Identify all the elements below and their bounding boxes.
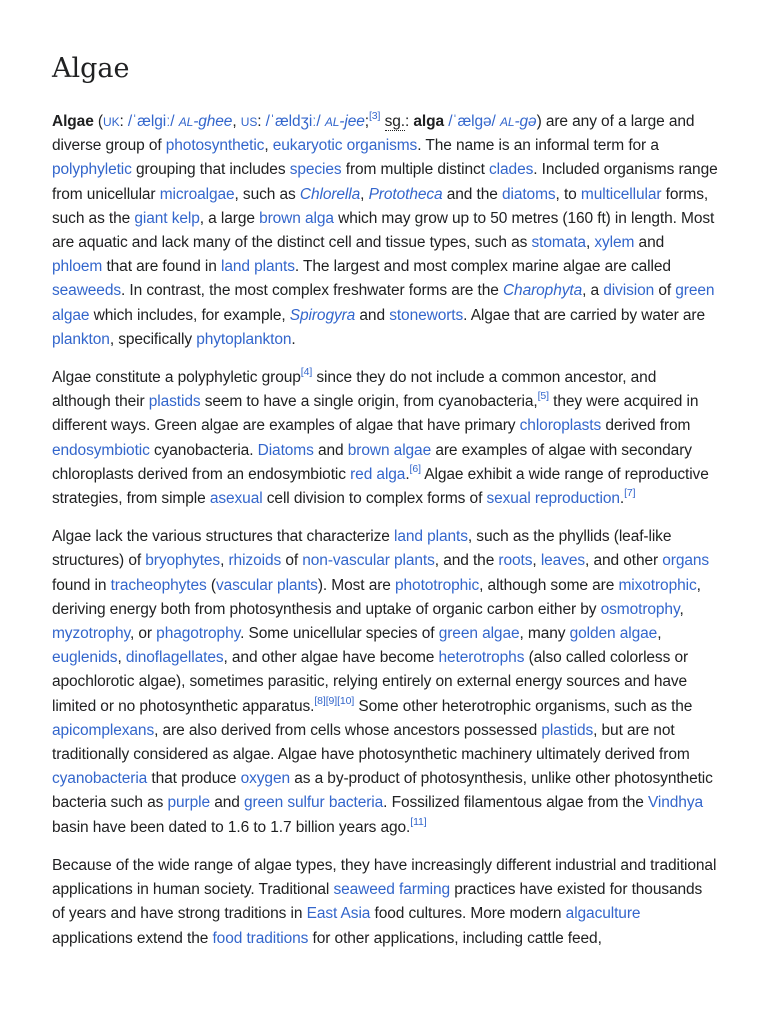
paragraph-text: Algae lack the various structures that characterize xyxy=(52,528,394,546)
article-link[interactable]: purple xyxy=(167,794,210,812)
paragraph-text: sg. xyxy=(384,113,405,130)
article-link[interactable]: multicellular xyxy=(580,185,662,203)
paragraph-text: that produce xyxy=(147,770,241,788)
paragraph-text: . The largest and most complex marine algae are called xyxy=(294,258,671,276)
paragraph-text: cyanobacteria. xyxy=(149,441,258,459)
article-link[interactable]: plastids xyxy=(148,393,201,411)
article-link[interactable]: AL xyxy=(499,115,515,129)
paragraph-text: forms, such as the xyxy=(52,185,709,227)
article-link[interactable]: oxygen xyxy=(240,770,290,788)
paragraph-text: and xyxy=(209,794,244,812)
article-paragraph xyxy=(52,366,718,511)
paragraph-text: are examples of algae with secondary chloroplasts derived from an endosymbiotic xyxy=(52,441,692,483)
paragraph-text: , a large xyxy=(199,209,260,227)
article-link[interactable]: brown alga xyxy=(259,209,334,227)
article-link[interactable]: US xyxy=(240,115,258,129)
article-link[interactable]: polyphyletic xyxy=(52,161,132,179)
paragraph-text xyxy=(380,113,384,130)
paragraph-text: (also called colorless or apochlorotic algae), sometimes parasitic, relying entirely on external energy sources and have limited or no photosynthetic apparatus. xyxy=(52,649,689,715)
paragraph-text: , xyxy=(657,625,662,643)
paragraph-text: ). Most are xyxy=(317,576,396,594)
article-link[interactable]: plankton xyxy=(52,330,110,348)
paragraph-text: , although some are xyxy=(479,576,619,594)
article-link[interactable]: myzotrophy xyxy=(52,625,130,643)
article-link[interactable]: brown algae xyxy=(347,441,432,459)
article-link[interactable]: photosynthetic xyxy=(165,137,265,155)
citation-link[interactable]: [5] xyxy=(537,390,549,403)
article-link[interactable]: vascular plants xyxy=(215,576,318,594)
article-link[interactable]: -ghee xyxy=(193,113,233,130)
paragraph-text: . The name is an informal term for a xyxy=(417,137,659,155)
paragraph-text: food cultures. More modern xyxy=(370,905,566,923)
article-link[interactable]: giant kelp xyxy=(134,209,200,227)
paragraph-text: . Algae that are carried by water are xyxy=(463,306,705,324)
paragraph-text: . Included organisms range from unicellular xyxy=(52,161,718,203)
article-link[interactable]: rhizoids xyxy=(228,552,282,570)
article-link[interactable]: Chlorella xyxy=(299,185,361,203)
paragraph-text: : xyxy=(257,113,266,130)
article-link[interactable]: Spirogyra xyxy=(289,306,356,324)
paragraph-text: basin have been dated to 1.6 to 1.7 billion years ago. xyxy=(52,818,411,836)
paragraph-text: as a by-product of photosynthesis, unlike other photosynthetic bacteria such as xyxy=(52,770,713,812)
paragraph-text: , such as xyxy=(234,185,300,203)
article-link[interactable]: tracheophytes xyxy=(110,576,207,594)
article-link[interactable]: division xyxy=(603,282,655,300)
paragraph-text: ; xyxy=(364,113,369,130)
citation-link[interactable]: [11] xyxy=(410,815,427,828)
article-link[interactable]: AL xyxy=(178,115,194,129)
article-link[interactable]: stomata xyxy=(531,234,586,252)
article-link[interactable]: green sulfur bacteria xyxy=(243,794,384,812)
paragraph-text: , xyxy=(532,552,541,570)
paragraph-text: , to xyxy=(555,185,581,203)
article-link[interactable]: xylem xyxy=(594,234,635,252)
paragraph-text: , and other xyxy=(585,552,663,570)
page-title: Algae xyxy=(52,53,130,84)
article-link[interactable]: endosymbiotic xyxy=(52,441,150,459)
paragraph-text: . Fossilized filamentous algae from the xyxy=(383,794,648,812)
paragraph-text: , xyxy=(117,649,126,667)
article-link[interactable]: golden algae xyxy=(569,625,658,643)
paragraph-text: they were acquired in different ways. Green algae are examples of algae that have primary xyxy=(52,393,699,435)
article-link[interactable]: mixotrophic xyxy=(618,576,697,594)
paragraph-text: Some other heterotrophic organisms, such as the xyxy=(354,697,693,715)
paragraph-text: : xyxy=(404,113,414,130)
bold-term: Algae xyxy=(52,113,94,130)
paragraph-text: for other applications, including cattle feed, xyxy=(308,929,602,947)
paragraph-text: derived from xyxy=(601,417,691,435)
article-link[interactable]: organs xyxy=(662,552,710,570)
article-link[interactable]: leaves xyxy=(540,552,586,570)
article-link[interactable]: plastids xyxy=(541,721,594,739)
article-link[interactable]: UK xyxy=(103,115,120,129)
paragraph-text: . xyxy=(619,490,625,508)
article-link[interactable]: -gə xyxy=(514,113,537,130)
article-link[interactable]: algaculture xyxy=(565,905,641,923)
paragraph-text: , xyxy=(264,137,273,155)
article-paragraph xyxy=(52,110,718,352)
citation-link[interactable]: [8] xyxy=(314,694,326,707)
citation-link[interactable]: [4] xyxy=(300,365,313,378)
paragraph-text: Algae constitute a polyphyletic group xyxy=(52,369,301,387)
paragraph-text: that are found in xyxy=(102,258,221,276)
paragraph-text: which includes, for example, xyxy=(89,306,290,324)
citation-link[interactable]: [3] xyxy=(368,109,381,122)
article-link[interactable]: East Asia xyxy=(306,905,371,923)
paragraph-text: since they do not include a common ancestor, and although their xyxy=(52,369,657,411)
paragraph-text: , a xyxy=(582,282,604,300)
article-link[interactable]: seaweeds xyxy=(52,282,121,300)
paragraph-text: , and other algae have become xyxy=(223,649,439,667)
article-link[interactable]: red alga xyxy=(350,465,406,483)
citation-link[interactable]: [6] xyxy=(409,462,421,475)
paragraph-text: cell division to complex forms of xyxy=(262,490,487,508)
article-link[interactable]: dinoflagellates xyxy=(125,649,224,667)
paragraph-text: from multiple distinct xyxy=(341,161,490,179)
paragraph-text: applications extend the xyxy=(52,929,213,947)
paragraph-text: of xyxy=(281,552,303,570)
paragraph-text: practices have existed for thousands of years and have strong traditions in xyxy=(52,881,703,923)
paragraph-text: and xyxy=(355,306,390,324)
article-link[interactable]: land plants xyxy=(394,528,468,546)
article-link[interactable]: Vindhya xyxy=(647,794,704,812)
paragraph-text: . In contrast, the most complex freshwater forms are the xyxy=(121,282,503,300)
paragraph-text: , specifically xyxy=(109,330,197,348)
article-link[interactable]: seaweed farming xyxy=(333,881,451,899)
paragraph-text: , xyxy=(360,185,369,203)
paragraph-text: Algae exhibit a wide range of reproductive strategies, from simple xyxy=(52,465,709,508)
article-link[interactable]: /ˈælɡiː/ xyxy=(127,113,175,130)
article-link[interactable]: osmotrophy xyxy=(600,600,680,618)
paragraph-text: ( xyxy=(93,113,103,130)
article-link[interactable]: sexual reproduction xyxy=(486,490,620,508)
paragraph-text: , xyxy=(232,113,241,130)
article-link[interactable]: eukaryotic organisms xyxy=(272,137,418,155)
article-link[interactable]: species xyxy=(289,161,342,179)
paragraph-text: and xyxy=(634,234,665,252)
citation-link[interactable]: [10] xyxy=(337,694,355,707)
article-link[interactable]: green algae xyxy=(52,282,715,324)
paragraph-text: which may grow up to 50 metres (160 ft) in length. Most are aquatic and lack many of the distinct cell and tissue types, such as xyxy=(52,209,715,252)
article-link[interactable]: cyanobacteria xyxy=(52,770,148,788)
article-link[interactable]: Prototheca xyxy=(368,185,443,203)
article-body xyxy=(52,110,718,965)
article-link[interactable]: phloem xyxy=(52,258,103,276)
article-link[interactable]: Charophyta xyxy=(502,282,583,300)
paragraph-text: , such as the phyllids (leaf-like structures) of xyxy=(52,528,672,570)
article-link[interactable]: food traditions xyxy=(212,929,309,947)
paragraph-text: . xyxy=(405,465,410,483)
article-link[interactable]: diatoms xyxy=(501,185,556,203)
paragraph-text: of xyxy=(654,282,676,300)
paragraph-text: ) are any of a large and diverse group of xyxy=(52,113,695,155)
article-link[interactable]: clades xyxy=(489,161,534,179)
article-link[interactable]: AL xyxy=(324,115,340,129)
paragraph-text: , deriving energy both from photosynthesis and uptake of organic carbon either by xyxy=(52,576,701,618)
article-link[interactable]: land plants xyxy=(221,258,295,276)
article-link[interactable]: non-vascular plants xyxy=(302,552,435,570)
paragraph-text: : xyxy=(119,113,128,130)
article-link[interactable]: phytoplankton xyxy=(196,330,292,348)
article-link[interactable]: /ˈælɡə/ xyxy=(448,113,496,130)
paragraph-text: , or xyxy=(129,625,157,643)
article-link[interactable]: green algae xyxy=(438,625,520,643)
paragraph-text: , are also derived from cells whose ancestors possessed xyxy=(154,721,542,739)
article-link[interactable]: phototrophic xyxy=(395,576,480,594)
citation-link[interactable]: [7] xyxy=(624,486,636,499)
article-link[interactable]: Diatoms xyxy=(257,441,314,459)
paragraph-text: grouping that includes xyxy=(131,161,290,179)
bold-term: alga xyxy=(413,113,444,130)
paragraph-text: , xyxy=(585,234,595,252)
paragraph-text: . Some unicellular species of xyxy=(240,625,439,643)
paragraph-text: . xyxy=(291,330,296,348)
paragraph-text: , and the xyxy=(434,552,499,570)
paragraph-text: and xyxy=(313,441,348,459)
paragraph-text: , but are not traditionally considered as algae. Algae have photosynthetic machinery ultimately derived from xyxy=(52,721,690,764)
article-link[interactable]: stoneworts xyxy=(389,306,464,324)
article-link[interactable]: bryophytes xyxy=(145,552,221,570)
article-link[interactable]: apicomplexans xyxy=(52,721,155,739)
article-paragraph xyxy=(52,525,718,840)
article-link[interactable]: roots xyxy=(498,552,533,570)
paragraph-text: , xyxy=(220,552,229,570)
paragraph-text: and the xyxy=(442,185,502,203)
paragraph-text: , xyxy=(679,600,684,618)
paragraph-text: seem to have a single origin, from cyanobacteria, xyxy=(200,393,538,411)
article-link[interactable]: microalgae xyxy=(159,185,235,203)
paragraph-text: , many xyxy=(519,625,570,643)
article-link[interactable]: /ˈældʒiː/ xyxy=(265,113,321,130)
article-link[interactable]: euglenids xyxy=(52,649,118,667)
article-paragraph xyxy=(52,854,718,951)
paragraph-text: found in xyxy=(52,576,111,594)
article-link[interactable]: phagotrophy xyxy=(156,625,241,643)
citation-link[interactable]: [9] xyxy=(325,694,338,707)
paragraph-text: ( xyxy=(206,576,216,594)
article-link[interactable]: asexual xyxy=(209,490,263,508)
article-link[interactable]: chloroplasts xyxy=(519,417,602,435)
article-link[interactable]: heterotrophs xyxy=(438,649,525,667)
paragraph-text: Because of the wide range of algae types, they have increasingly different industrial and traditional applications in human society. Traditional xyxy=(52,856,717,899)
article-link[interactable]: -jee xyxy=(339,113,365,130)
